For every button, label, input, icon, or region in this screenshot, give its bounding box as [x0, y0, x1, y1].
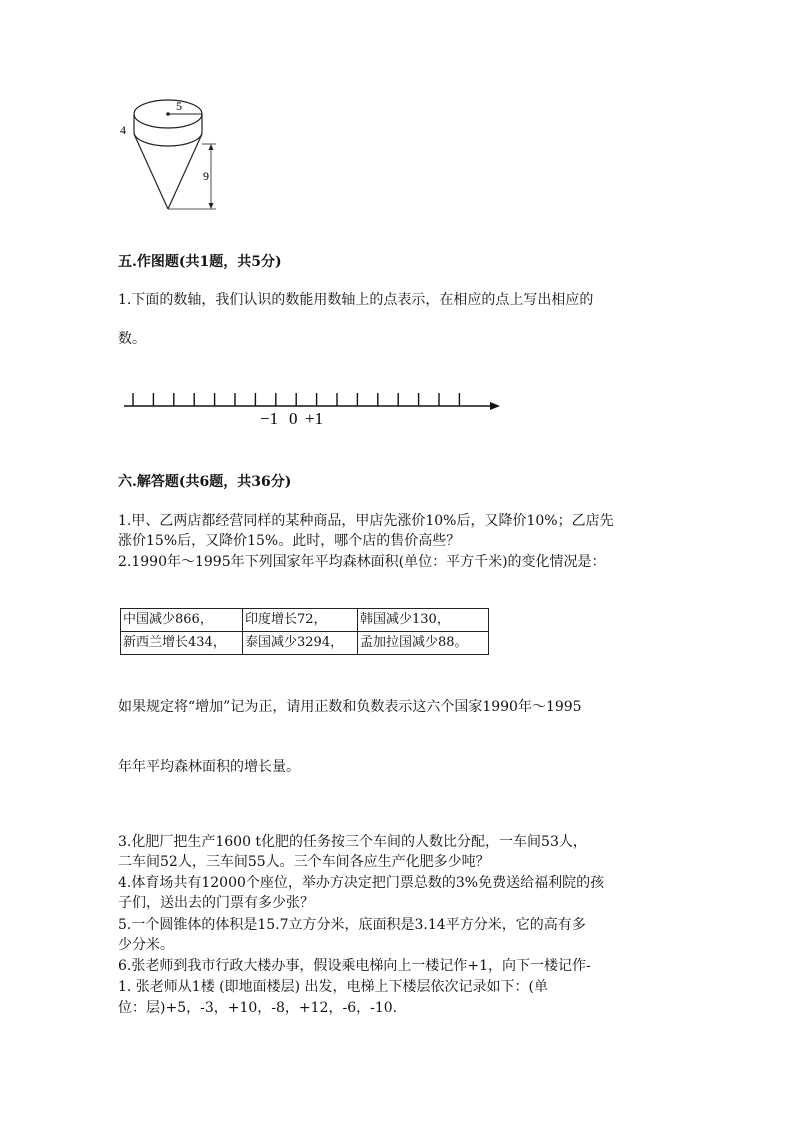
section-5-q1-line1: 1.下面的数轴，我们认识的数能用数轴上的点表示，在相应的点上写出相应的 — [118, 292, 594, 308]
section-6-q1-line2: 涨价15%后，又降价15%。此时，哪个店的售价高些？ — [118, 533, 461, 549]
table-cell: 孟加拉国减少88。 — [358, 632, 489, 655]
cylinder-bottom-arc — [134, 132, 202, 146]
table-row — [121, 632, 489, 655]
cone-height-arrow-up — [209, 144, 214, 150]
number-line-ticks — [133, 393, 459, 406]
radius-label: 5 — [176, 99, 182, 113]
table-cell: 中国减少866， — [121, 609, 243, 632]
table-cell: 印度增长72， — [243, 609, 358, 632]
section-6-q4-line1: 4.体育场共有12000个座位，举办方决定把门票总数的3%免费送给福利院的孩 — [118, 875, 605, 891]
section-6-q6-line1: 6.张老师到我市行政大楼办事，假设乘电梯向上一楼记作+1，向下一楼记作- — [118, 958, 591, 974]
section-6-q5-line2: 少分米。 — [118, 937, 174, 953]
cone-height-arrow-down — [209, 203, 214, 209]
cone-left-edge — [134, 134, 168, 209]
section-6-q2-after-line2: 年年平均森林面积的增长量。 — [118, 759, 300, 775]
section-6-q2-after-line1: 如果规定将“增加”记为正，请用正数和负数表示这六个国家1990年～1995 — [118, 699, 582, 715]
section-6-q4-line2: 子们，送出去的门票有多少张？ — [118, 895, 314, 911]
number-line — [118, 386, 508, 434]
number-line-arrow — [490, 402, 500, 410]
section-6-q1-line1: 1.甲、乙两店都经营同样的某种商品，甲店先涨价10%后，又降价10%；乙店先 — [118, 513, 614, 529]
cone-height-label: 9 — [203, 169, 209, 183]
table-cell: 泰国减少3294， — [243, 632, 358, 655]
section-6-q6-line3: 位：层)+5，-3，+10，-8，+12，-6，-10. — [118, 1000, 398, 1016]
axis-label-minus-one: −1 — [260, 409, 279, 428]
section-6-q6-line2: 1. 张老师从1楼 (即地面楼层) 出发，电梯上下楼层依次记录如下：(单 — [118, 979, 548, 995]
section-6-heading: 六.解答题(共6题，共36分) — [118, 474, 292, 490]
section-5-heading: 五.作图题(共1题，共5分) — [118, 254, 282, 270]
axis-label-zero: 0 — [289, 409, 298, 428]
cone-right-edge — [168, 134, 202, 209]
forest-change-table — [120, 608, 489, 655]
table-cell: 新西兰增长434， — [121, 632, 243, 655]
table-cell: 韩国减少130， — [358, 609, 489, 632]
cylinder-cone-figure — [110, 92, 230, 217]
section-6-q3-line2: 二车间52人，三车间55人。三个车间各应生产化肥多少吨？ — [118, 854, 490, 870]
section-6-q2-line1: 2.1990年～1995年下列国家年平均森林面积(单位：平方千米)的变化情况是： — [118, 554, 606, 570]
section-5-q1-line2: 数。 — [118, 331, 146, 347]
axis-label-plus-one: +1 — [305, 409, 324, 428]
cylinder-height-label: 4 — [120, 123, 126, 137]
section-6-q3-line1: 3.化肥厂把生产1600 t化肥的任务按三个车间的人数比分配，一车间53人， — [118, 834, 587, 850]
section-6-q5-line1: 5.一个圆锥体的体积是15.7立方分米，底面积是3.14平方分米，它的高有多 — [118, 917, 586, 933]
table-row — [121, 609, 489, 632]
